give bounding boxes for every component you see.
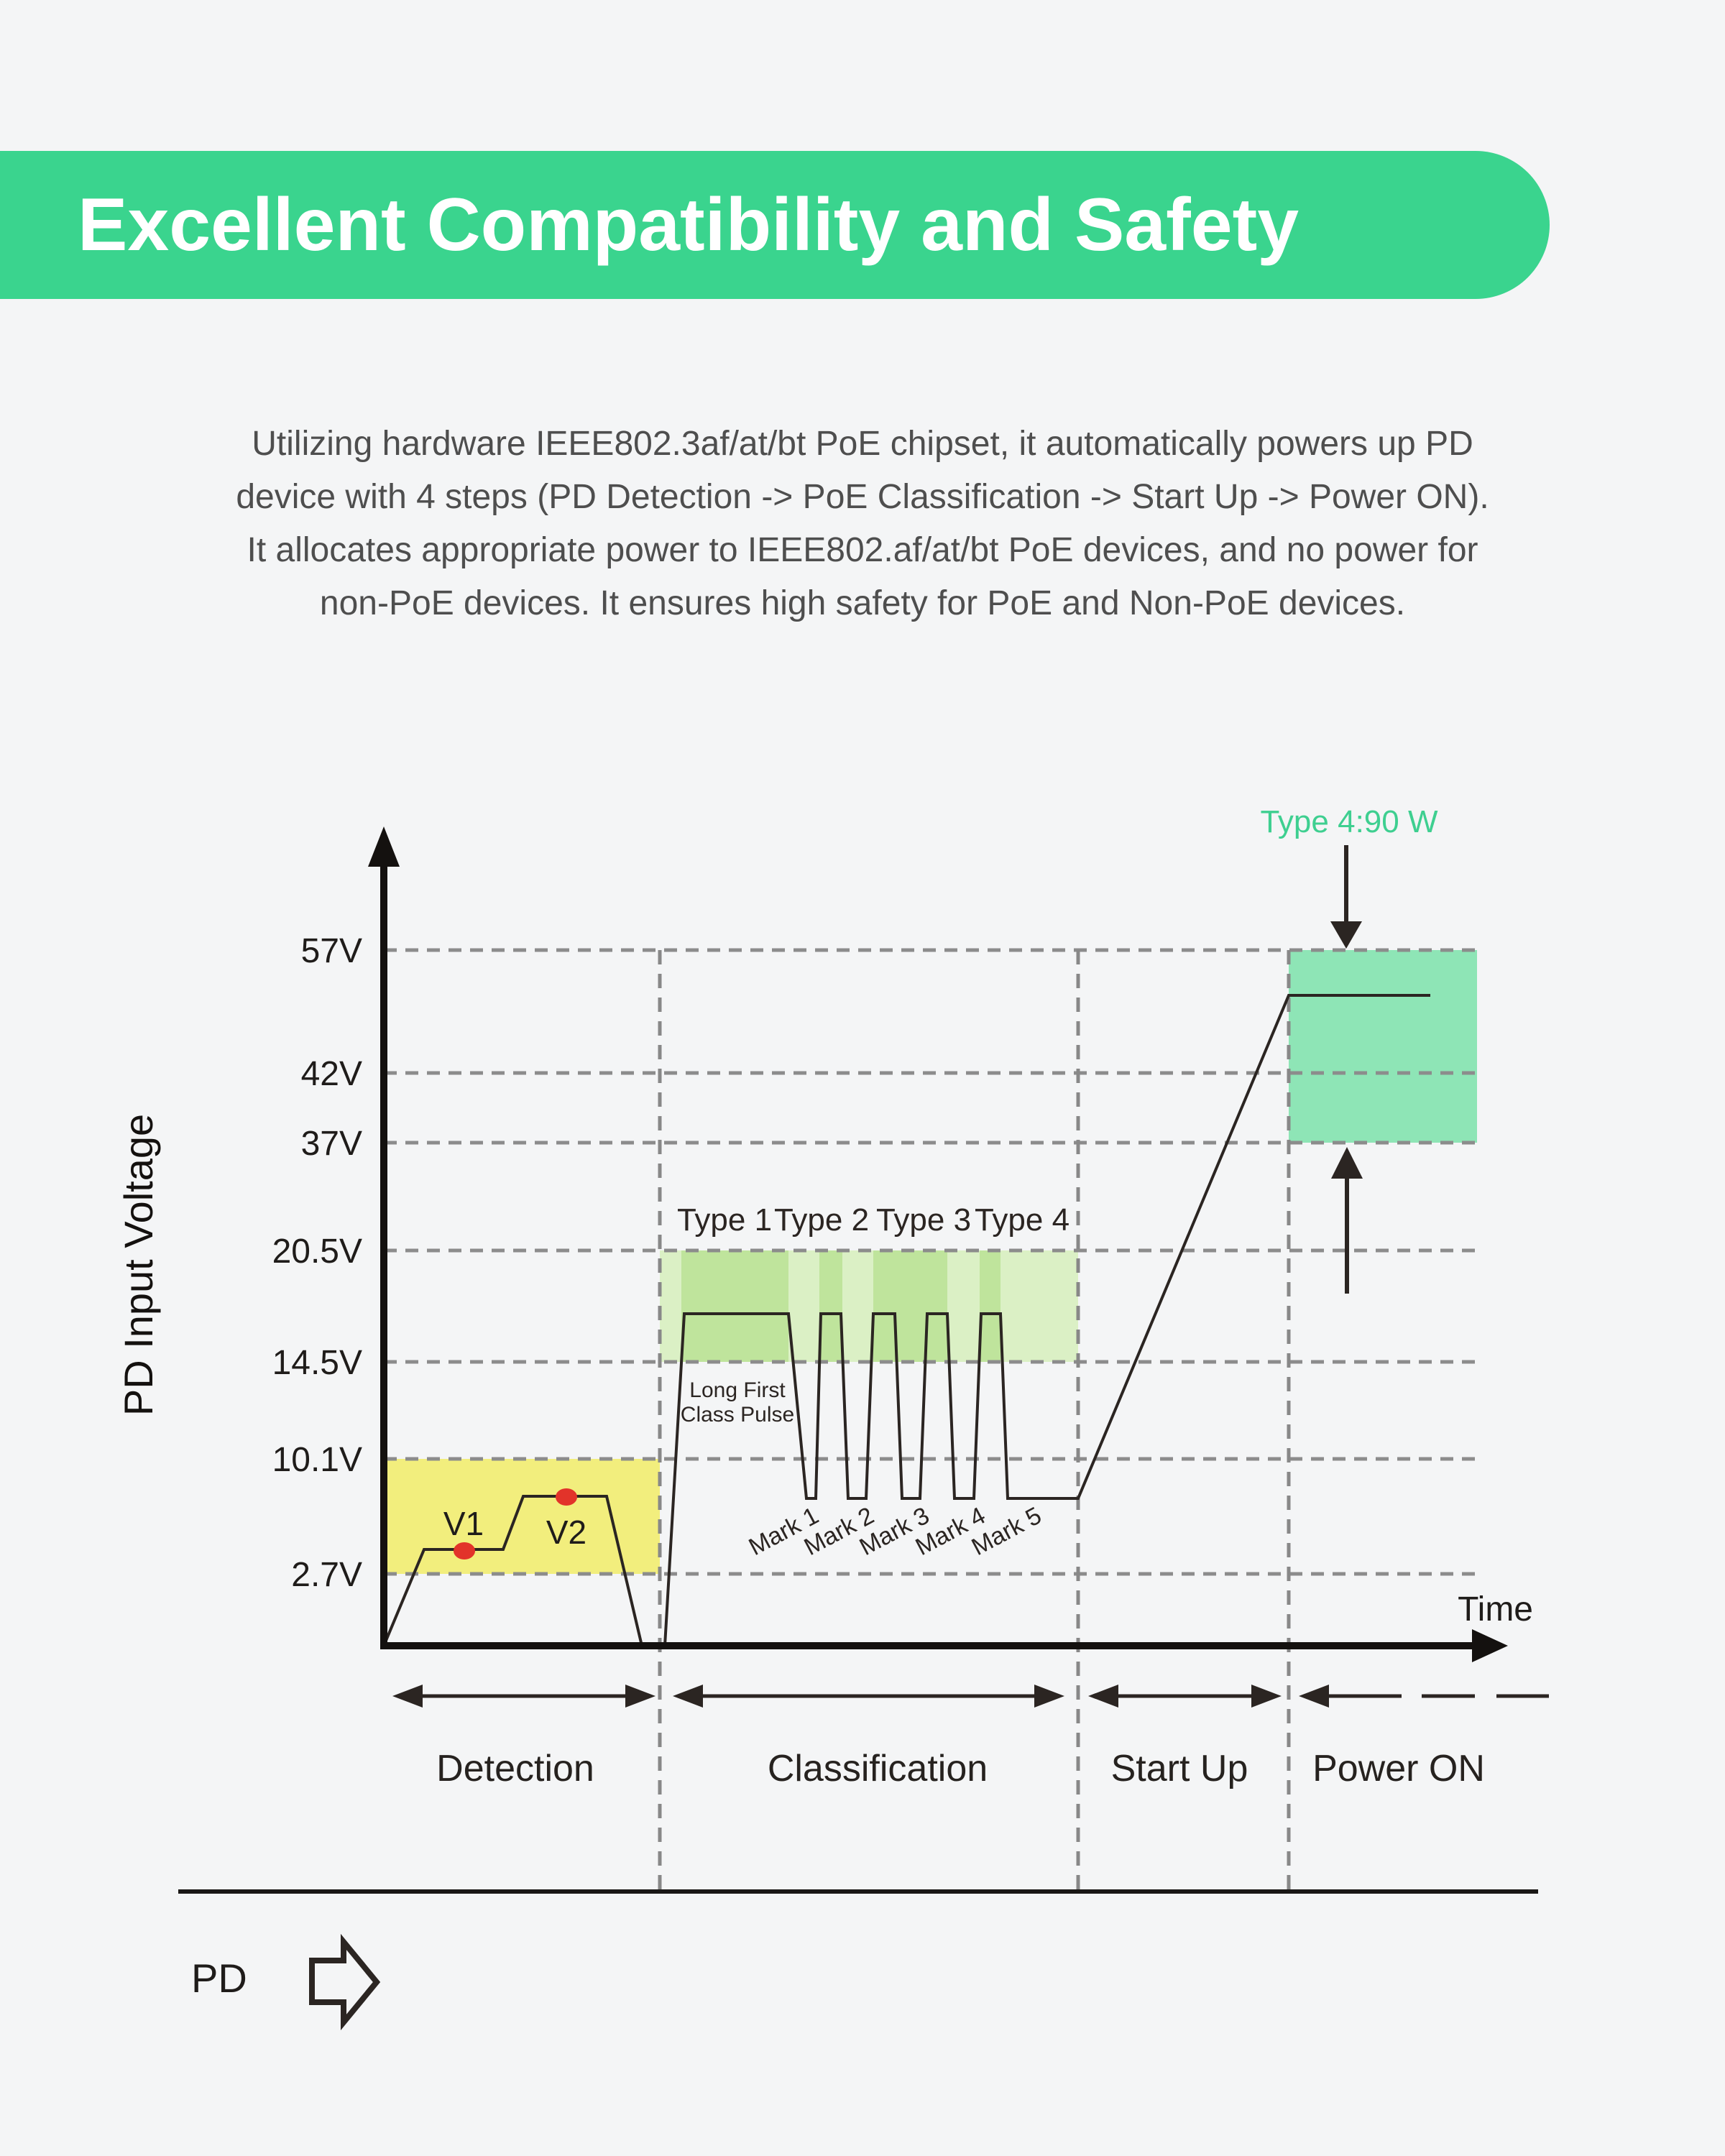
y-tick-2-7v: 2.7V	[291, 1556, 362, 1594]
y-axis-arrowhead-icon	[368, 826, 400, 867]
phase-label-detection: Detection	[436, 1748, 594, 1789]
classification-arrowhead-left-icon	[673, 1685, 703, 1708]
mark5-label: Mark 5	[967, 1501, 1046, 1562]
classification-type4-highlight	[980, 1250, 1000, 1362]
long-first-class-pulse-label-line1: Long First	[689, 1378, 786, 1402]
v1-label: V1	[443, 1505, 484, 1542]
detection-window-region	[384, 1459, 660, 1574]
long-first-class-pulse-label-line2: Class Pulse	[680, 1403, 795, 1427]
x-axis-arrowhead-icon	[1472, 1629, 1508, 1662]
detection-arrowhead-left-icon	[392, 1685, 423, 1708]
type2-label: Type 2	[773, 1202, 870, 1238]
mark1-label: Mark 1	[744, 1501, 824, 1562]
y-tick-20-5v: 20.5V	[272, 1233, 362, 1271]
phase-label-classification: Classification	[767, 1748, 988, 1789]
power-note-label: Type 4:90 W	[1260, 804, 1438, 839]
phase-label-startup: Start Up	[1110, 1748, 1248, 1789]
classification-type2-highlight	[819, 1250, 842, 1362]
type1-label: Type 1	[676, 1202, 773, 1238]
power-window-up-arrowhead-icon	[1331, 1147, 1363, 1179]
detection-arrowhead-right-icon	[625, 1685, 656, 1708]
v1-marker-dot	[454, 1542, 475, 1560]
intro-line: Utilizing hardware IEEE802.3af/at/bt PoE chipset, it automatically powers up PD	[252, 425, 1473, 463]
power-on-window-region	[1289, 950, 1477, 1143]
intro-line: It allocates appropriate power to IEEE802.af/at/bt PoE devices, and no power for	[247, 531, 1478, 569]
mark3-label: Mark 3	[855, 1501, 934, 1562]
y-tick-37v: 37V	[300, 1125, 362, 1163]
v2-marker-dot	[556, 1488, 577, 1506]
startup-arrowhead-right-icon	[1251, 1685, 1282, 1708]
classification-type3-highlight	[873, 1250, 947, 1362]
y-tick-42v: 42V	[300, 1055, 362, 1093]
v2-label: V2	[546, 1514, 587, 1551]
intro-line: device with 4 steps (PD Detection -> PoE Classification -> Start Up -> Power ON).	[236, 478, 1489, 516]
poweron-arrowhead-left-icon	[1299, 1685, 1329, 1708]
mark4-label: Mark 4	[911, 1501, 990, 1562]
type4-label: Type 4	[974, 1202, 1070, 1238]
y-tick-57v: 57V	[300, 932, 362, 970]
startup-arrowhead-left-icon	[1088, 1685, 1118, 1708]
classification-arrowhead-right-icon	[1034, 1685, 1064, 1708]
phase-duration-arrows	[392, 1685, 1549, 1708]
power-note-arrowhead-icon	[1330, 921, 1362, 949]
phase-label-poweron: Power ON	[1312, 1748, 1485, 1789]
intro-line: non-PoE devices. It ensures high safety for PoE and Non-PoE devices.	[319, 584, 1406, 622]
mark2-label: Mark 2	[799, 1501, 879, 1562]
y-axis-title: PD Input Voltage	[116, 1113, 161, 1416]
page-title: Excellent Compatibility and Safety	[78, 183, 1300, 267]
pd-label: PD	[191, 1955, 247, 2001]
x-axis-title: Time	[1458, 1590, 1533, 1628]
classification-type1-highlight	[681, 1250, 788, 1362]
pd-direction-arrow-icon	[312, 1942, 377, 2022]
y-tick-14-5v: 14.5V	[272, 1344, 362, 1382]
type3-label: Type 3	[875, 1202, 972, 1238]
y-tick-10-1v: 10.1V	[272, 1441, 362, 1479]
